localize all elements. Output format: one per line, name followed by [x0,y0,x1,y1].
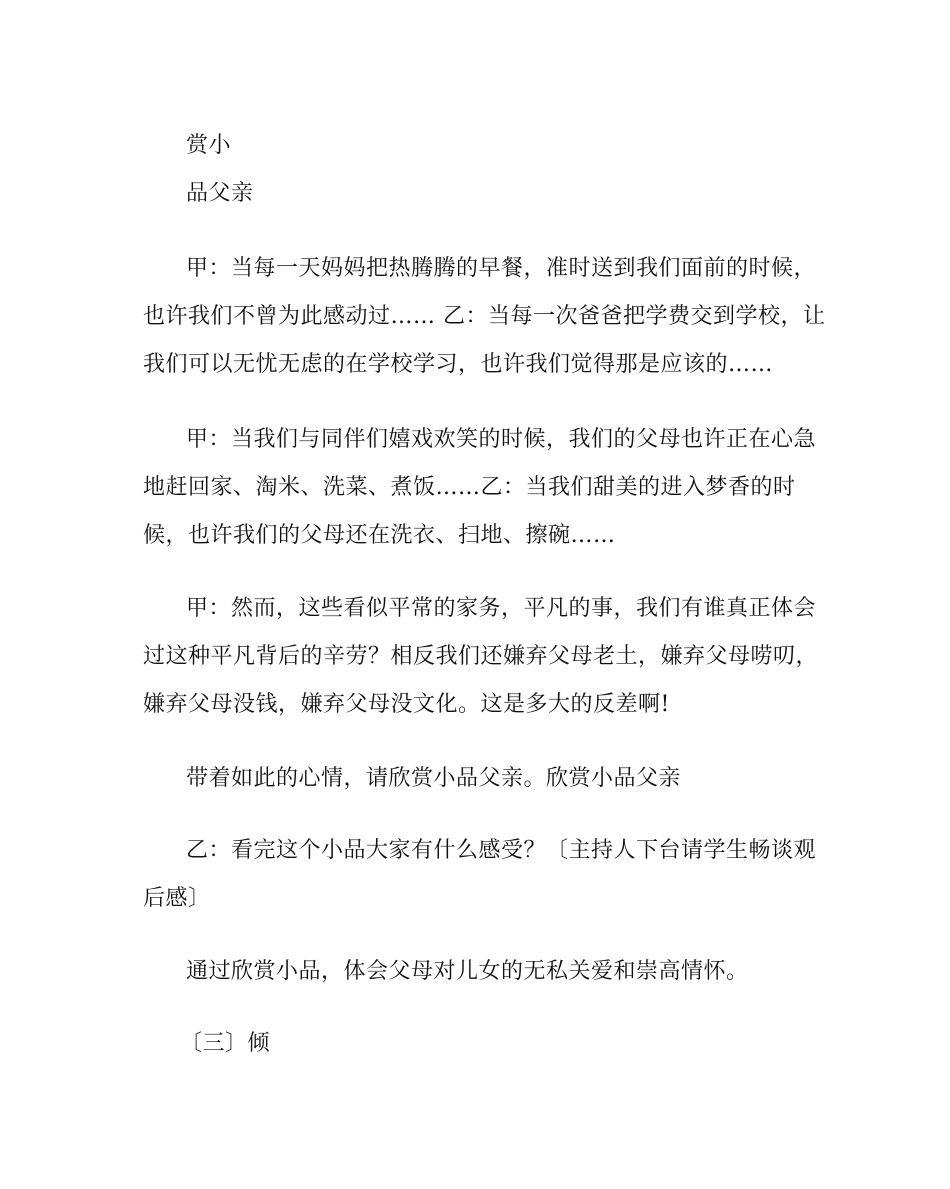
paragraph-1-line-1: 甲：当每一天妈妈把热腾腾的早餐，准时送到我们面前的时候， [186,256,817,281]
paragraph-2-line-1: 甲：当我们与同伴们嬉戏欢笑的时候，我们的父母也许正在心急 [186,427,817,452]
paragraph-3-line-2: 过这种平凡背后的辛劳？相反我们还嫌弃父母老土，嫌弃父母唠叨， [143,644,819,669]
paragraph-2-line-3: 候，也许我们的父母还在洗衣、扫地、擦碗…… [143,523,616,548]
heading-line-2: 品父亲 [186,181,254,206]
paragraph-3-line-3: 嫌弃父母没钱，嫌弃父母没文化。这是多大的反差啊! [143,692,670,717]
paragraph-6: 通过欣赏小品，体会父母对儿女的无私关爱和崇高情怀。 [186,959,749,984]
heading-line-1: 赏小 [186,133,232,158]
paragraph-5-line-1: 乙：看完这个小品大家有什么感受？〔主持人下台请学生畅谈观 [186,838,817,863]
paragraph-5-line-2: 后感〕 [143,886,211,911]
paragraph-4: 带着如此的心情，请欣赏小品父亲。欣赏小品父亲 [186,766,682,791]
section-heading-3: 〔三〕倾 [180,1031,271,1056]
paragraph-1-line-2: 也许我们不曾为此感动过…… 乙：当每一次爸爸把学费交到学校，让 [143,304,826,329]
paragraph-3-line-1: 甲：然而，这些看似平常的家务，平凡的事，我们有谁真正体会 [186,596,817,621]
paragraph-2-line-2: 地赶回家、淘米、洗菜、煮饭……乙：当我们甜美的进入梦香的时 [143,475,796,500]
paragraph-1-line-3: 我们可以无忧无虑的在学校学习，也许我们觉得那是应该的…… [143,352,774,377]
